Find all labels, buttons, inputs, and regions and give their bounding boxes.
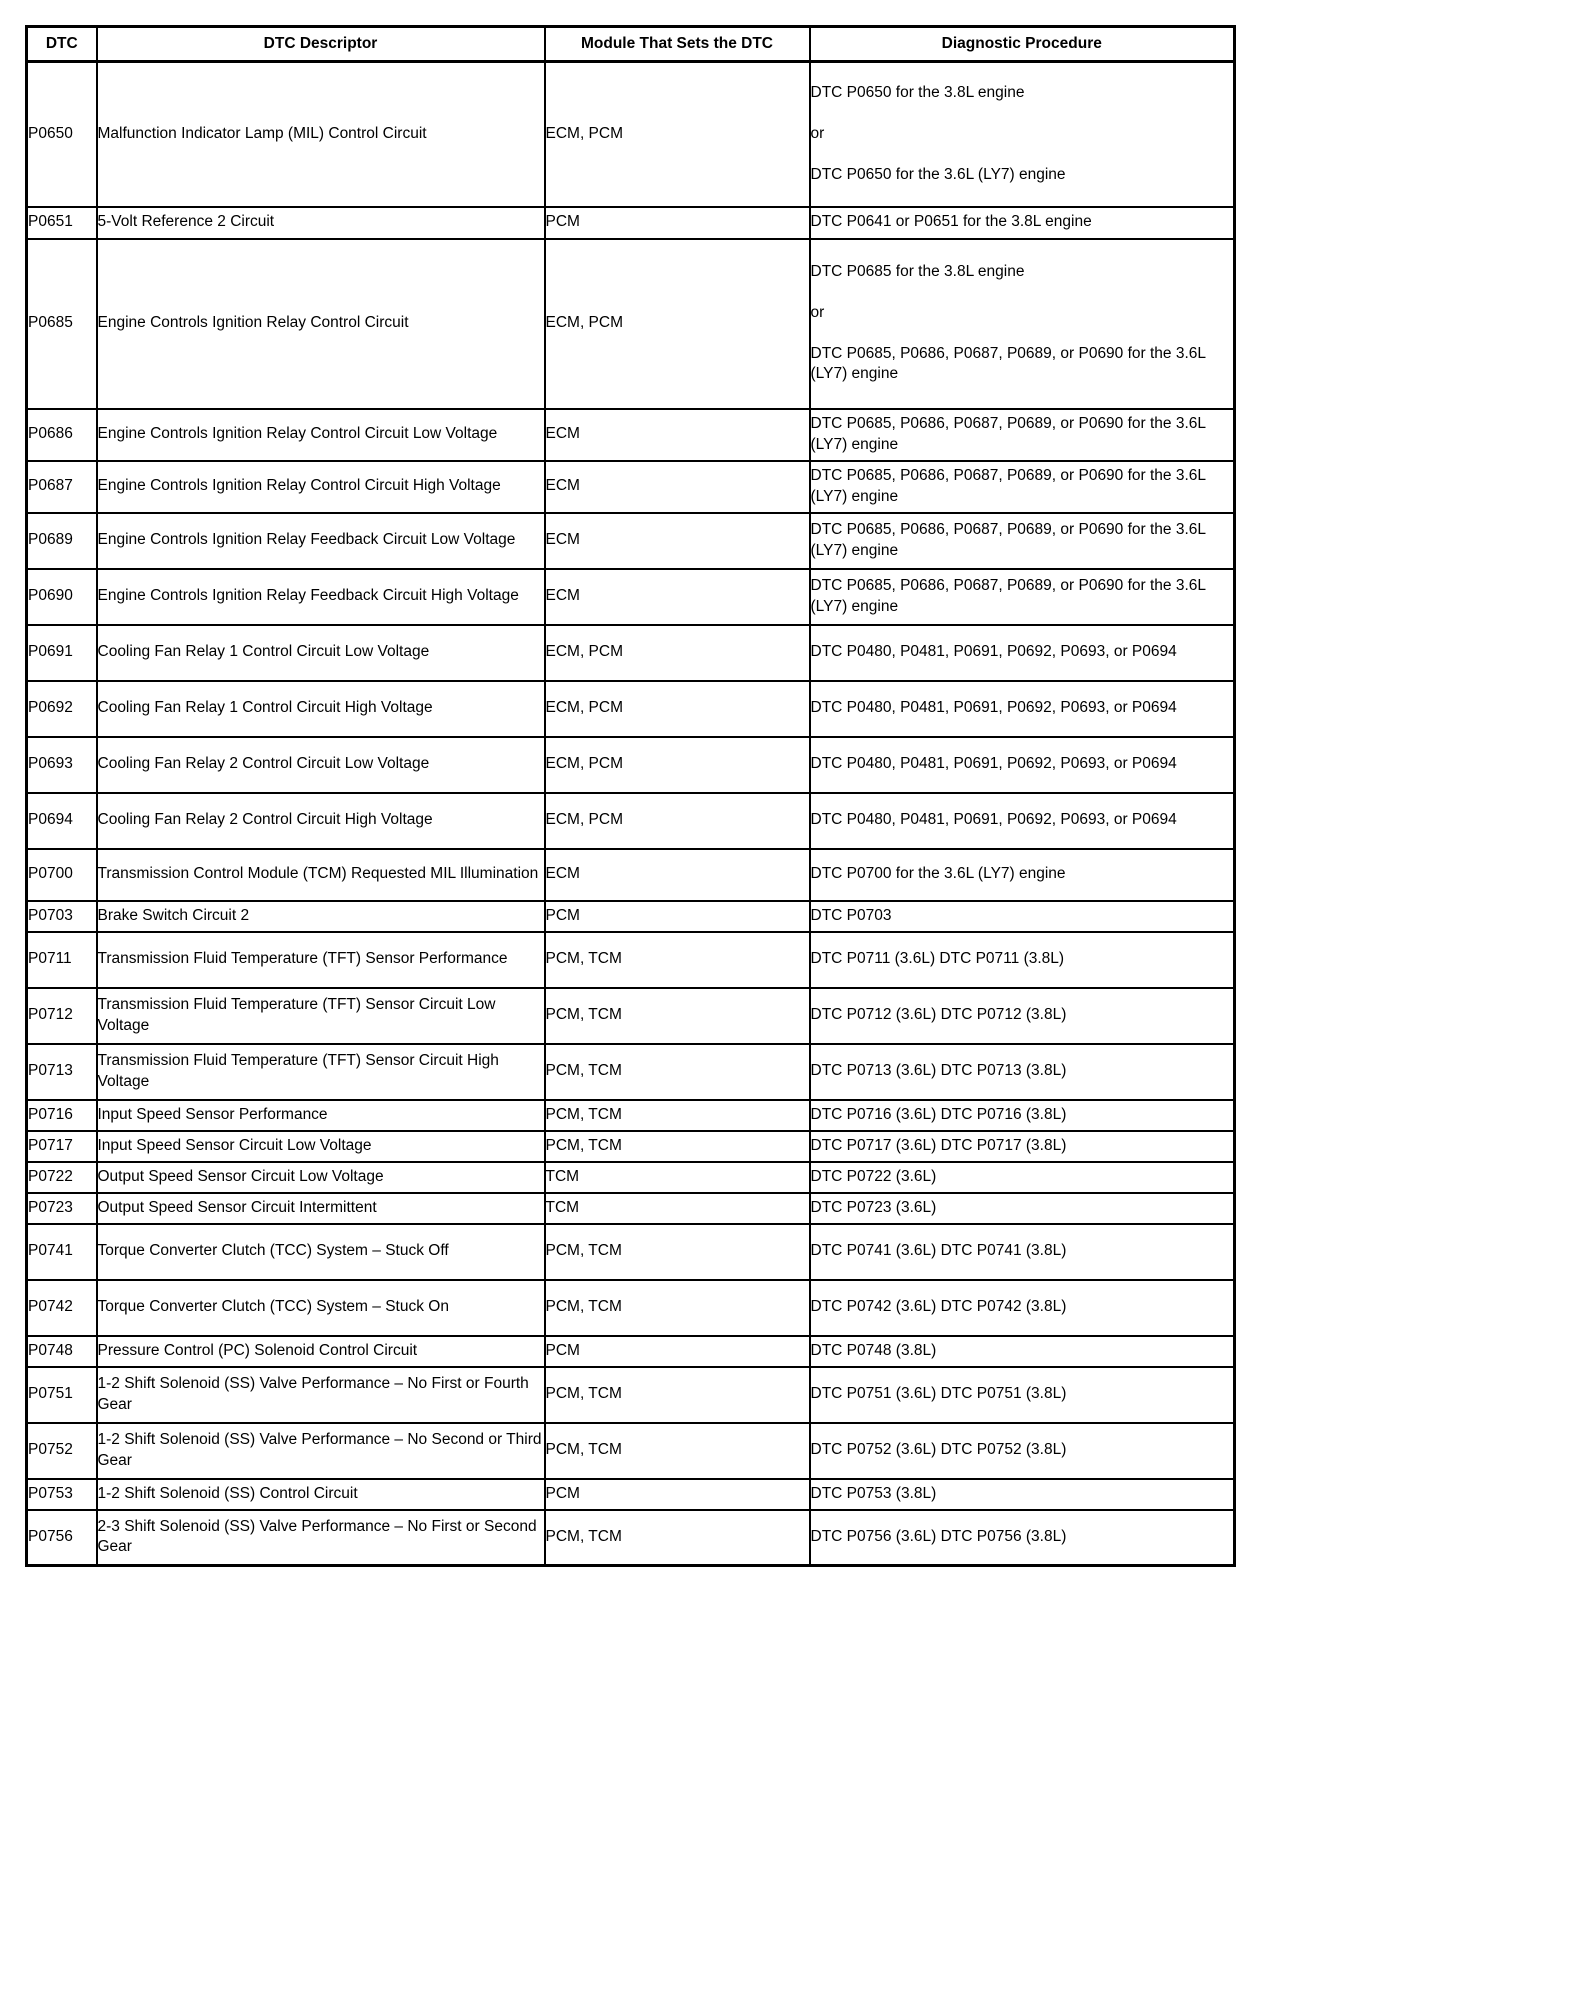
cell-module: ECM [545,569,810,625]
cell-diagnostic-procedure: DTC P0712 (3.6L) DTC P0712 (3.8L) [810,988,1235,1044]
cell-dtc-descriptor: Engine Controls Ignition Relay Control Circuit Low Voltage [97,409,545,461]
cell-diagnostic-procedure: DTC P0753 (3.8L) [810,1479,1235,1510]
cell-dtc: P0692 [27,681,97,737]
cell-dtc: P0712 [27,988,97,1044]
cell-dtc: P0752 [27,1423,97,1479]
cell-dtc-descriptor: Torque Converter Clutch (TCC) System – Stuck On [97,1280,545,1336]
table-header [27,27,1235,62]
cell-module: PCM, TCM [545,1423,810,1479]
cell-dtc-descriptor: Engine Controls Ignition Relay Feedback Circuit Low Voltage [97,513,545,569]
cell-dtc: P0687 [27,461,97,513]
cell-diagnostic-procedure: DTC P0700 for the 3.6L (LY7) engine [810,849,1235,901]
cell-dtc: P0703 [27,901,97,932]
cell-diagnostic-procedure: DTC P0480, P0481, P0691, P0692, P0693, or P0694 [810,625,1235,681]
cell-dtc-descriptor: Engine Controls Ignition Relay Control Circuit [97,239,545,409]
table-row [27,62,1235,207]
cell-module: PCM, TCM [545,988,810,1044]
cell-module: PCM, TCM [545,932,810,988]
cell-module: ECM [545,461,810,513]
cell-module: ECM, PCM [545,625,810,681]
table-row [27,901,1235,932]
table-row [27,793,1235,849]
table-row [27,1193,1235,1224]
cell-module: ECM, PCM [545,681,810,737]
column-header-diagnostic-procedure: Diagnostic Procedure [810,27,1235,62]
cell-dtc: P0713 [27,1044,97,1100]
cell-module: ECM, PCM [545,793,810,849]
cell-dtc: P0689 [27,513,97,569]
cell-diagnostic-procedure: DTC P0480, P0481, P0691, P0692, P0693, or P0694 [810,737,1235,793]
table-row [27,409,1235,461]
cell-dtc-descriptor: 1-2 Shift Solenoid (SS) Valve Performance – No Second or Third Gear [97,1423,545,1479]
cell-dtc: P0753 [27,1479,97,1510]
cell-diagnostic-procedure: DTC P0756 (3.6L) DTC P0756 (3.8L) [810,1510,1235,1566]
cell-diagnostic-procedure: DTC P0741 (3.6L) DTC P0741 (3.8L) [810,1224,1235,1280]
cell-dtc: P0686 [27,409,97,461]
cell-dtc-descriptor: 1-2 Shift Solenoid (SS) Valve Performance – No First or Fourth Gear [97,1367,545,1423]
table-row [27,681,1235,737]
table-row [27,1224,1235,1280]
cell-module: PCM, TCM [545,1367,810,1423]
cell-dtc: P0717 [27,1131,97,1162]
cell-diagnostic-procedure: DTC P0703 [810,901,1235,932]
table-row [27,207,1235,239]
cell-diagnostic-procedure: DTC P0685, P0686, P0687, P0689, or P0690 for the 3.6L (LY7) engine [810,513,1235,569]
cell-dtc-descriptor: Input Speed Sensor Performance [97,1100,545,1131]
cell-module: PCM, TCM [545,1280,810,1336]
cell-module: TCM [545,1162,810,1193]
dtc-table-container [25,25,1233,1567]
cell-dtc-descriptor: Engine Controls Ignition Relay Control Circuit High Voltage [97,461,545,513]
table-row [27,513,1235,569]
cell-dtc: P0700 [27,849,97,901]
cell-dtc-descriptor: Input Speed Sensor Circuit Low Voltage [97,1131,545,1162]
table-row [27,1336,1235,1367]
table-body [27,62,1235,1566]
cell-dtc: P0756 [27,1510,97,1566]
table-row [27,1280,1235,1336]
cell-diagnostic-procedure: DTC P0742 (3.6L) DTC P0742 (3.8L) [810,1280,1235,1336]
cell-dtc: P0694 [27,793,97,849]
cell-diagnostic-procedure: DTC P0480, P0481, P0691, P0692, P0693, or P0694 [810,793,1235,849]
cell-diagnostic-procedure: DTC P0650 for the 3.8L engine or DTC P0650 for the 3.6L (LY7) engine [810,62,1235,207]
cell-diagnostic-procedure: DTC P0752 (3.6L) DTC P0752 (3.8L) [810,1423,1235,1479]
cell-module: PCM, TCM [545,1044,810,1100]
cell-dtc-descriptor: 2-3 Shift Solenoid (SS) Valve Performance – No First or Second Gear [97,1510,545,1566]
cell-module: PCM, TCM [545,1510,810,1566]
cell-dtc: P0751 [27,1367,97,1423]
cell-module: PCM, TCM [545,1100,810,1131]
cell-dtc-descriptor: Output Speed Sensor Circuit Intermittent [97,1193,545,1224]
cell-module: PCM [545,901,810,932]
cell-dtc: P0693 [27,737,97,793]
table-header-row [27,27,1235,62]
column-header-dtc: DTC [27,27,97,62]
cell-module: PCM [545,207,810,239]
cell-module: PCM, TCM [545,1131,810,1162]
table-row [27,239,1235,409]
cell-diagnostic-procedure: DTC P0480, P0481, P0691, P0692, P0693, or P0694 [810,681,1235,737]
cell-diagnostic-procedure: DTC P0723 (3.6L) [810,1193,1235,1224]
table-row [27,932,1235,988]
cell-dtc-descriptor: Cooling Fan Relay 1 Control Circuit Low Voltage [97,625,545,681]
table-row [27,849,1235,901]
cell-dtc-descriptor: Malfunction Indicator Lamp (MIL) Control Circuit [97,62,545,207]
table-row [27,625,1235,681]
table-row [27,1131,1235,1162]
cell-diagnostic-procedure: DTC P0685, P0686, P0687, P0689, or P0690 for the 3.6L (LY7) engine [810,409,1235,461]
table-row [27,1044,1235,1100]
cell-diagnostic-procedure: DTC P0641 or P0651 for the 3.8L engine [810,207,1235,239]
cell-dtc: P0723 [27,1193,97,1224]
cell-dtc-descriptor: 1-2 Shift Solenoid (SS) Control Circuit [97,1479,545,1510]
table-row [27,988,1235,1044]
table-row [27,737,1235,793]
cell-dtc: P0742 [27,1280,97,1336]
cell-dtc-descriptor: Transmission Fluid Temperature (TFT) Sensor Circuit High Voltage [97,1044,545,1100]
cell-dtc-descriptor: Cooling Fan Relay 2 Control Circuit Low Voltage [97,737,545,793]
table-row [27,569,1235,625]
cell-module: ECM [545,409,810,461]
cell-diagnostic-procedure: DTC P0716 (3.6L) DTC P0716 (3.8L) [810,1100,1235,1131]
cell-dtc: P0741 [27,1224,97,1280]
cell-dtc: P0722 [27,1162,97,1193]
dtc-diagnostic-table [25,25,1236,1567]
cell-dtc: P0690 [27,569,97,625]
cell-dtc-descriptor: Transmission Control Module (TCM) Requested MIL Illumination [97,849,545,901]
cell-dtc: P0691 [27,625,97,681]
cell-module: ECM, PCM [545,62,810,207]
cell-dtc-descriptor: Output Speed Sensor Circuit Low Voltage [97,1162,545,1193]
cell-diagnostic-procedure: DTC P0751 (3.6L) DTC P0751 (3.8L) [810,1367,1235,1423]
cell-module: PCM, TCM [545,1224,810,1280]
cell-dtc-descriptor: Cooling Fan Relay 1 Control Circuit High Voltage [97,681,545,737]
cell-dtc-descriptor: Pressure Control (PC) Solenoid Control Circuit [97,1336,545,1367]
cell-module: ECM, PCM [545,737,810,793]
cell-module: PCM [545,1479,810,1510]
cell-dtc: P0650 [27,62,97,207]
table-row [27,1510,1235,1566]
cell-dtc-descriptor: Cooling Fan Relay 2 Control Circuit High Voltage [97,793,545,849]
cell-module: ECM [545,849,810,901]
cell-module: ECM, PCM [545,239,810,409]
cell-diagnostic-procedure: DTC P0711 (3.6L) DTC P0711 (3.8L) [810,932,1235,988]
cell-dtc: P0711 [27,932,97,988]
cell-module: TCM [545,1193,810,1224]
table-row [27,1100,1235,1131]
table-row [27,1367,1235,1423]
cell-dtc-descriptor: 5-Volt Reference 2 Circuit [97,207,545,239]
table-row [27,1479,1235,1510]
cell-diagnostic-procedure: DTC P0685 for the 3.8L engine or DTC P0685, P0686, P0687, P0689, or P0690 for the 3.6L (LY7) engine [810,239,1235,409]
cell-module: PCM [545,1336,810,1367]
cell-diagnostic-procedure: DTC P0685, P0686, P0687, P0689, or P0690 for the 3.6L (LY7) engine [810,569,1235,625]
cell-dtc-descriptor: Transmission Fluid Temperature (TFT) Sensor Circuit Low Voltage [97,988,545,1044]
cell-dtc: P0716 [27,1100,97,1131]
column-header-dtc-descriptor: DTC Descriptor [97,27,545,62]
cell-dtc: P0685 [27,239,97,409]
cell-diagnostic-procedure: DTC P0685, P0686, P0687, P0689, or P0690 for the 3.6L (LY7) engine [810,461,1235,513]
cell-dtc-descriptor: Brake Switch Circuit 2 [97,901,545,932]
table-row [27,1423,1235,1479]
cell-diagnostic-procedure: DTC P0722 (3.6L) [810,1162,1235,1193]
cell-diagnostic-procedure: DTC P0748 (3.8L) [810,1336,1235,1367]
cell-module: ECM [545,513,810,569]
cell-dtc-descriptor: Torque Converter Clutch (TCC) System – Stuck Off [97,1224,545,1280]
cell-diagnostic-procedure: DTC P0717 (3.6L) DTC P0717 (3.8L) [810,1131,1235,1162]
cell-diagnostic-procedure: DTC P0713 (3.6L) DTC P0713 (3.8L) [810,1044,1235,1100]
cell-dtc: P0651 [27,207,97,239]
table-row [27,461,1235,513]
cell-dtc-descriptor: Transmission Fluid Temperature (TFT) Sensor Performance [97,932,545,988]
cell-dtc-descriptor: Engine Controls Ignition Relay Feedback Circuit High Voltage [97,569,545,625]
column-header-module: Module That Sets the DTC [545,27,810,62]
table-row [27,1162,1235,1193]
cell-dtc: P0748 [27,1336,97,1367]
